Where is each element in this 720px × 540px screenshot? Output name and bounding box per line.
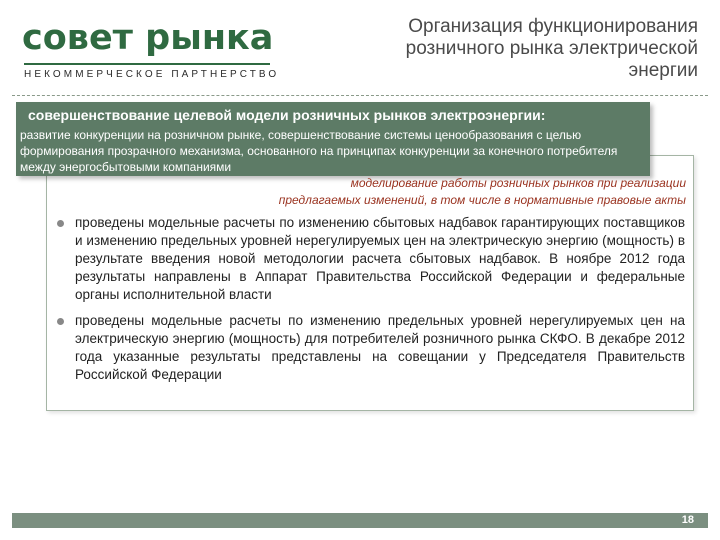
italic-note-line: моделирование работы розничных рынков при реализации [350, 176, 686, 190]
page-number: 18 [681, 514, 694, 526]
list-item [55, 312, 685, 384]
italic-note-line: предлагаемых изменений, в том числе в нормативные правовые акты [278, 193, 686, 207]
list-item [55, 214, 685, 304]
list-item-text: проведены модельные расчеты по изменению сбытовых надбавок гарантирующих поставщиков и изменению предельных уровней нерегулируемых цен на электрическую энергию (мощность) в результате введения новой методологии расчета сбытовых надбавок. В ноябре 2012 года результаты направлены в Аппарат Правительства Российской Федерации и федеральные органы исполнительной власти [75, 215, 685, 302]
italic-note [186, 175, 686, 209]
page-title-line: Организация функционирования [408, 16, 698, 37]
footer-bar [12, 513, 708, 528]
list-item-text: проведены модельные расчеты по изменению предельных уровней нерегулируемых цен на электрическую энергию (мощность) для потребителей розничного рынка СКФО. В декабре 2012 года указанные результаты представлены на совещании у Председателя Правительств Российской Федерации [75, 313, 685, 382]
topic-banner [16, 102, 650, 176]
bullet-list [55, 214, 685, 392]
logo-text: совет рынка [22, 18, 274, 58]
header-divider [12, 95, 708, 96]
banner-heading: совершенствование целевой модели розничных рынков электроэнергии: [28, 107, 546, 123]
page-title [328, 16, 698, 82]
logo-subtitle: НЕКОММЕРЧЕСКОЕ ПАРТНЕРСТВО [24, 69, 280, 80]
logo-divider [24, 63, 270, 65]
bullet-icon [57, 220, 64, 227]
banner-text: развитие конкуренции на розничном рынке, совершенствование системы ценообразования с целью формирования прозрачного механизма, основанного на принципах конкуренции за конечного потребителя между энергосбытовыми компаниями [20, 128, 618, 174]
page-title-line: розничного рынка электрической [405, 38, 698, 59]
page-title-line: энергии [628, 60, 698, 81]
bullet-icon [57, 318, 64, 325]
